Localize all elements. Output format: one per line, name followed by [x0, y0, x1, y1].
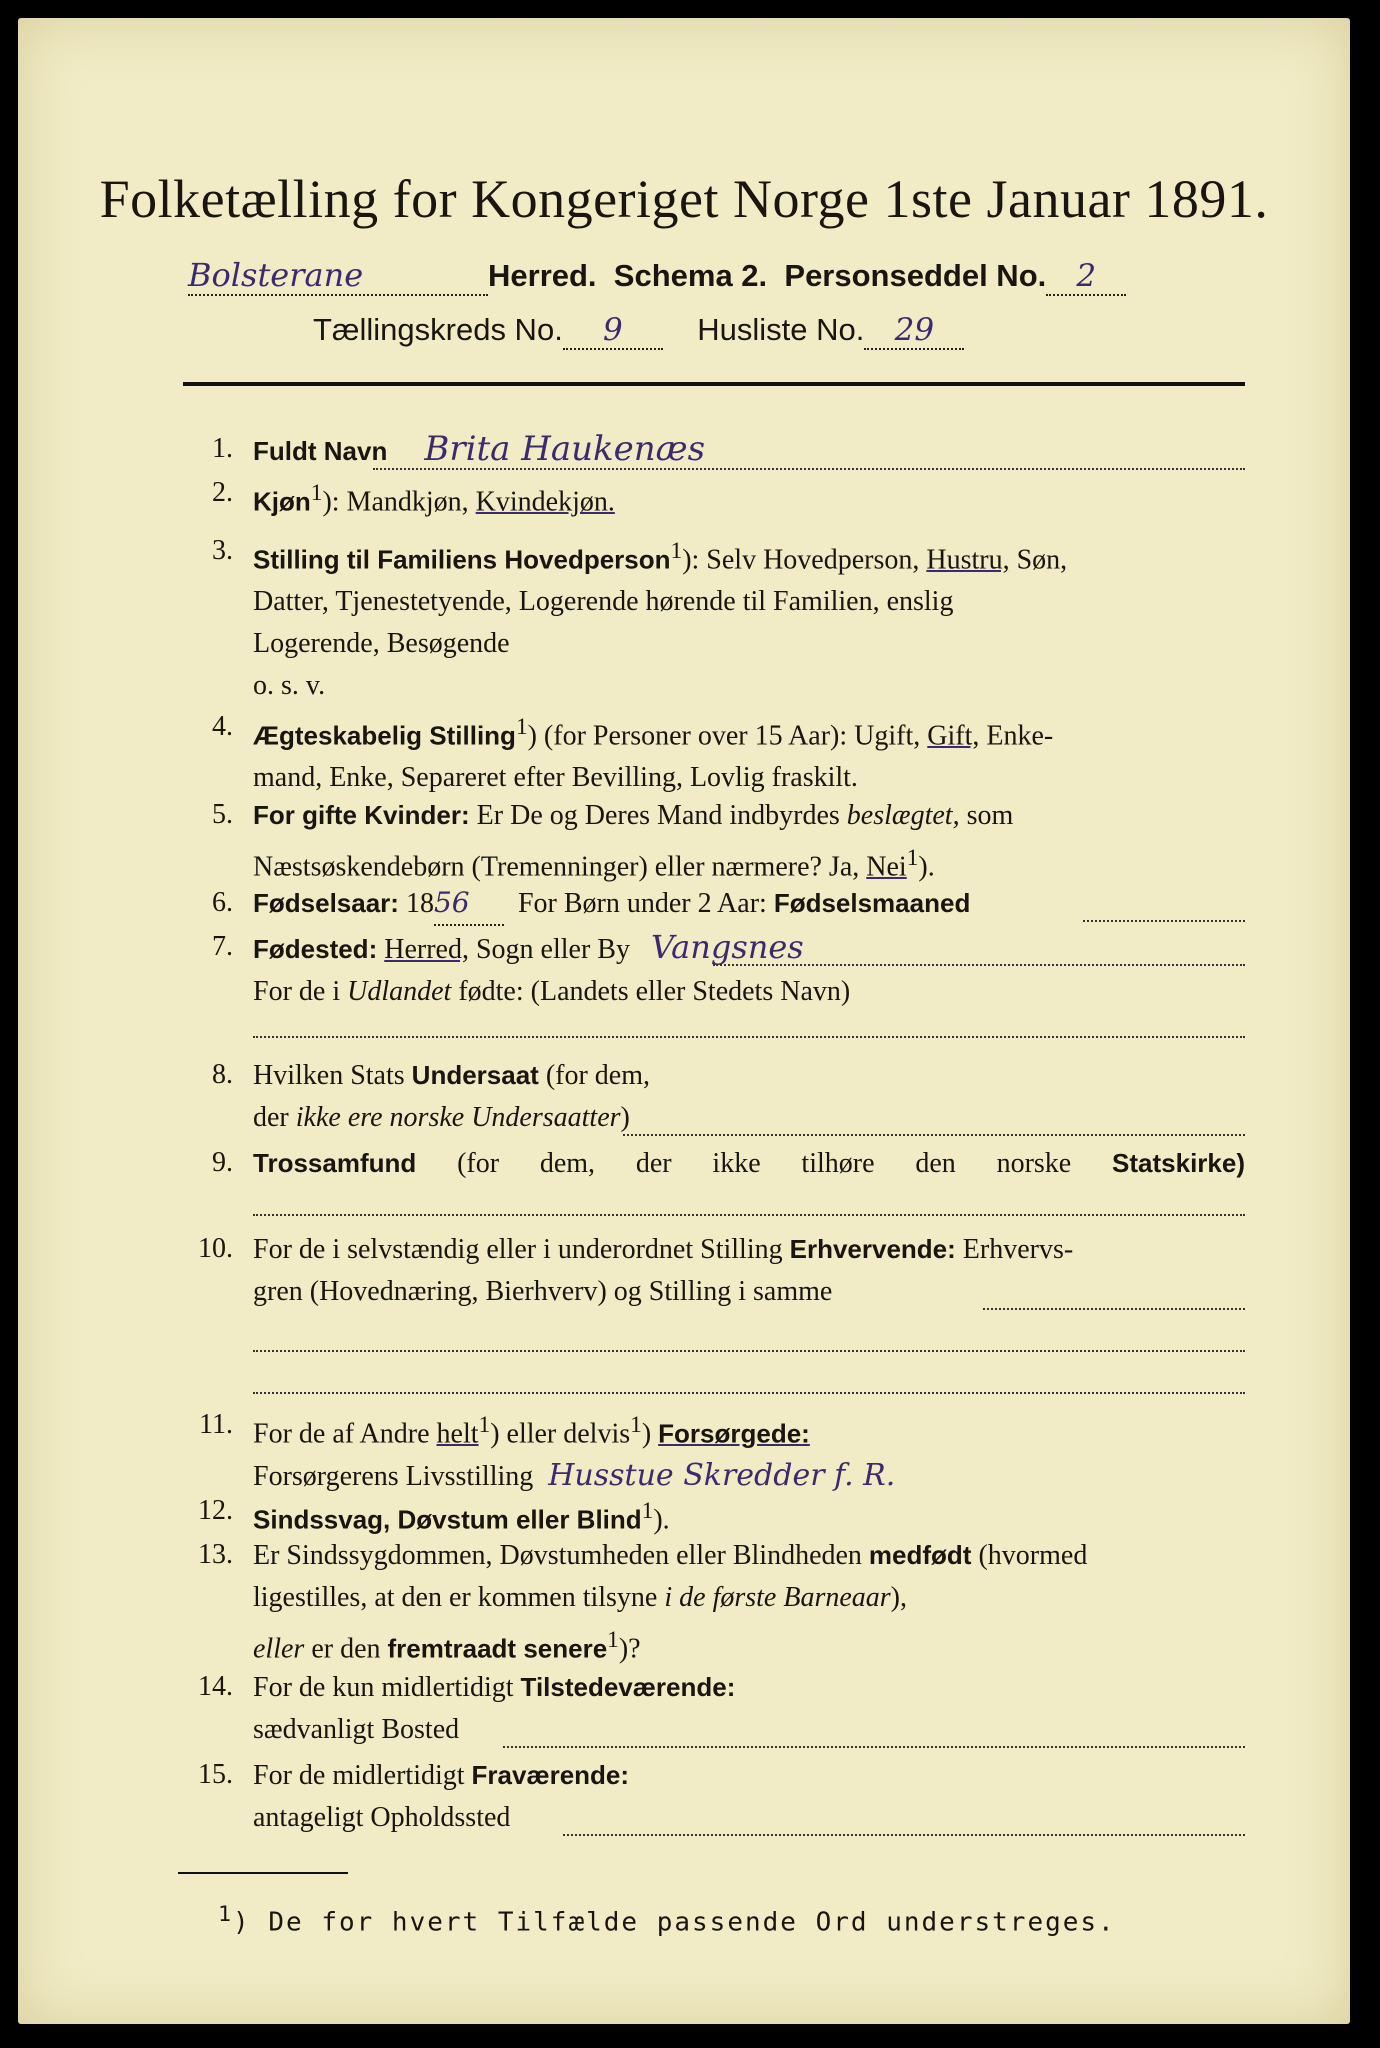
question-label: Statskirke)	[1112, 1148, 1245, 1178]
question-text: ) (for Personer over 15 Aar): Ugift,	[527, 720, 921, 752]
question-label: Sindssvag, Døvstum eller Blind	[253, 1504, 642, 1535]
birth-year-value: 56	[434, 882, 504, 926]
question-text: Næstsøskendebørn (Tremenninger) eller nærmere? Ja,	[253, 851, 860, 883]
question-body: For de af Andre helt$^1$) eller delvis$^1$) Forsørgede: Forsørgerens Livsstilling Husstue Skredder f. R.	[253, 1412, 896, 1494]
question-text: gren (Hovednæring, Bierhverv) og Stilling i samme	[253, 1276, 833, 1307]
question-text: (for dem,	[545, 1060, 651, 1091]
birthplace-value: Vangsnes	[650, 928, 804, 966]
question-text: (for dem, der ikke tilhøre den norske	[457, 1148, 1072, 1179]
husliste-value: 29	[864, 312, 964, 350]
answer-line	[623, 1134, 1245, 1136]
personseddel-value: 2	[1046, 258, 1126, 296]
question-body	[253, 472, 1245, 523]
footnote-text: ) De for hvert Tilfælde passende Ord understreges.	[233, 1907, 1116, 1938]
question-text: ) eller delvis	[490, 1418, 631, 1450]
question-text: der	[253, 1102, 289, 1133]
question-label: fremtraadt senere	[387, 1633, 608, 1664]
question-body: Er Sindssygdommen, Døvstumheden eller Blindheden medfødt (hvormed ligestilles, at den er kommen tilsyne i de første Barneaar), eller er den fremtraadt senere$^1$)?	[253, 1540, 1088, 1665]
question-body	[253, 926, 1245, 1013]
question-number: 11.	[199, 1409, 233, 1440]
question-text: eller	[253, 1633, 305, 1665]
husliste-label: Husliste No.	[697, 312, 865, 347]
question-text: ): Mandkjøn,	[322, 486, 469, 518]
question-number: 6.	[212, 887, 233, 918]
selected-option: Hustru,	[926, 544, 1010, 576]
question-body	[253, 1142, 1245, 1185]
question-label: Ægteskabelig Stilling	[253, 720, 516, 751]
header-row	[188, 256, 1248, 296]
kreds-label: Tællingskreds No.	[313, 312, 563, 347]
question-text: Logerende, Besøgende	[253, 628, 510, 660]
schema-label: Schema 2.	[613, 258, 768, 293]
question-text: )	[620, 1102, 630, 1133]
question-text: Enke-	[986, 720, 1054, 752]
question-text: fødte: (Landets eller Stedets Navn)	[458, 976, 851, 1007]
question-text: mand, Enke, Separeret efter Bevilling, Lovlig fraskilt.	[253, 762, 858, 794]
question-text: ): Selv Hovedperson,	[682, 544, 920, 576]
question-text: o. s. v.	[253, 670, 326, 702]
selected-option: Nei	[866, 851, 907, 883]
question-1	[183, 428, 1245, 472]
header-divider	[183, 382, 1245, 386]
answer-line	[253, 1214, 1245, 1216]
question-body	[253, 1228, 1245, 1313]
question-label: Erhvervende:	[789, 1234, 956, 1264]
question-number: 1.	[212, 433, 233, 464]
question-text: Sogn eller By	[475, 934, 630, 965]
question-label: Fuldt Navn	[253, 436, 388, 466]
question-text: Hvilken Stats	[253, 1060, 405, 1091]
question-body	[253, 1666, 1245, 1751]
question-label: Fraværende:	[471, 1760, 630, 1790]
full-name-value: Brita Haukenæs	[424, 429, 706, 469]
answer-line	[253, 1392, 1245, 1394]
question-text: ligestilles, at den er kommen tilsyne	[253, 1582, 658, 1613]
question-number: 13.	[198, 1539, 233, 1570]
question-text: er den	[311, 1633, 381, 1665]
selected-option: helt	[436, 1418, 479, 1450]
footnote-ref: 1	[310, 480, 323, 506]
herred-value: Bolsterane	[188, 256, 488, 296]
question-body	[253, 428, 1245, 473]
question-number: 2.	[212, 477, 233, 508]
question-body: Ægteskabelig Stilling$^1$) (for Personer over 15 Aar): Ugift, Gift, Enke- mand, Enke, Separeret efter Bevilling, Lovlig fraskilt.	[253, 714, 1054, 794]
question-number: 12.	[198, 1495, 233, 1526]
question-text: ).	[653, 1504, 670, 1536]
question-label: Forsørgede:	[658, 1418, 810, 1449]
selected-option: Kvindekjøn.	[475, 486, 615, 518]
question-label: Fødested:	[253, 934, 378, 964]
question-label: medfødt	[868, 1540, 972, 1570]
answer-line	[983, 1308, 1245, 1310]
answer-line	[563, 1834, 1245, 1836]
question-number: 5.	[212, 799, 233, 830]
footnote	[218, 1902, 1116, 1938]
question-text: ).	[918, 851, 935, 883]
question-label: Trossamfund	[253, 1148, 417, 1178]
question-label: Kjøn	[253, 486, 311, 517]
question-text: som	[966, 800, 1014, 831]
question-text: (hvormed	[978, 1540, 1088, 1571]
census-form	[18, 18, 1350, 2024]
question-label: Fødselsmaaned	[773, 888, 971, 918]
question-body: Stilling til Familiens Hovedperson$^1$): Selv Hovedperson, Hustru, Søn, Datter, Tjenestetyende, Logerende hørende til Familien, enslig Logerende, Besøgende o. s. v.	[253, 538, 1068, 702]
kreds-value: 9	[563, 312, 663, 350]
question-body	[253, 1754, 1245, 1839]
answer-line	[1083, 920, 1245, 922]
question-label: Undersaat	[411, 1060, 539, 1090]
provider-occupation-value: Husstue Skredder f. R.	[548, 1458, 896, 1494]
question-text: For de midlertidigt	[253, 1760, 465, 1791]
question-text: For de af Andre	[253, 1418, 430, 1450]
question-text: For de kun midlertidigt	[253, 1672, 514, 1703]
question-label: Tilstedeværende:	[520, 1672, 736, 1702]
question-text: sædvanligt Bosted	[253, 1714, 460, 1745]
question-text: )?	[618, 1633, 641, 1665]
personseddel-label: Personseddel No.	[784, 258, 1047, 293]
kreds-row	[313, 312, 964, 350]
question-text: Erhvervs-	[962, 1234, 1074, 1265]
herred-label: Herred.	[488, 258, 597, 293]
footnote-divider	[178, 1872, 348, 1874]
question-label: Stilling til Familiens Hovedperson	[253, 544, 671, 575]
question-body: For gifte Kvinder: Er De og Deres Mand indbyrdes beslægtet, som Næstsøskendebørn (Tremenninger) eller nærmere? Ja, Nei$^1$).	[253, 800, 1014, 883]
question-number: 9.	[212, 1147, 233, 1178]
question-body	[253, 1054, 1245, 1139]
answer-line	[713, 964, 1245, 966]
question-label: Fødselsaar:	[253, 888, 399, 918]
year-prefix: 18	[405, 888, 434, 919]
question-text: Datter, Tjenestetyende, Logerende hørende til Familien, enslig	[253, 586, 954, 618]
question-text: For de i selvstændig eller i underordnet Stilling	[253, 1234, 783, 1265]
answer-line	[253, 1036, 1245, 1038]
question-text: Forsørgerens Livsstilling	[253, 1461, 534, 1493]
question-text: For Børn under 2 Aar:	[517, 888, 767, 919]
question-text: )	[641, 1418, 652, 1450]
form-title: Folketælling for Kongeriget Norge 1ste Januar 1891.	[99, 169, 1269, 229]
question-text: For de i	[253, 976, 341, 1007]
question-number: 4.	[212, 711, 233, 742]
question-number: 8.	[212, 1059, 233, 1090]
question-text: i de første Barneaar	[664, 1582, 891, 1613]
footnote-marker: 1	[218, 1902, 234, 1927]
question-text: antageligt Opholdssted	[253, 1802, 511, 1833]
question-body: Sindssvag, Døvstum eller Blind$^1$).	[253, 1498, 670, 1536]
selected-option: Herred,	[384, 934, 469, 965]
question-text: Udlandet	[347, 976, 452, 1007]
question-number: 14.	[198, 1671, 233, 1702]
question-number: 10.	[198, 1233, 233, 1264]
question-number: 3.	[212, 535, 233, 566]
answer-line	[503, 1746, 1245, 1748]
answer-line	[373, 468, 1245, 470]
question-text: ikke ere norske Undersaatter	[295, 1102, 621, 1133]
question-text: Er Sindssygdommen, Døvstumheden eller Blindheden	[253, 1540, 862, 1571]
question-text: Søn,	[1016, 544, 1068, 576]
answer-line	[253, 1350, 1245, 1352]
question-label: For gifte Kvinder:	[253, 800, 470, 830]
question-number: 7.	[212, 931, 233, 962]
question-text: Er De og Deres Mand indbyrdes	[476, 800, 840, 831]
question-text: beslægtet,	[846, 800, 960, 831]
selected-option: Gift,	[927, 720, 980, 752]
question-text: ),	[890, 1582, 907, 1613]
question-number: 15.	[198, 1759, 233, 1790]
